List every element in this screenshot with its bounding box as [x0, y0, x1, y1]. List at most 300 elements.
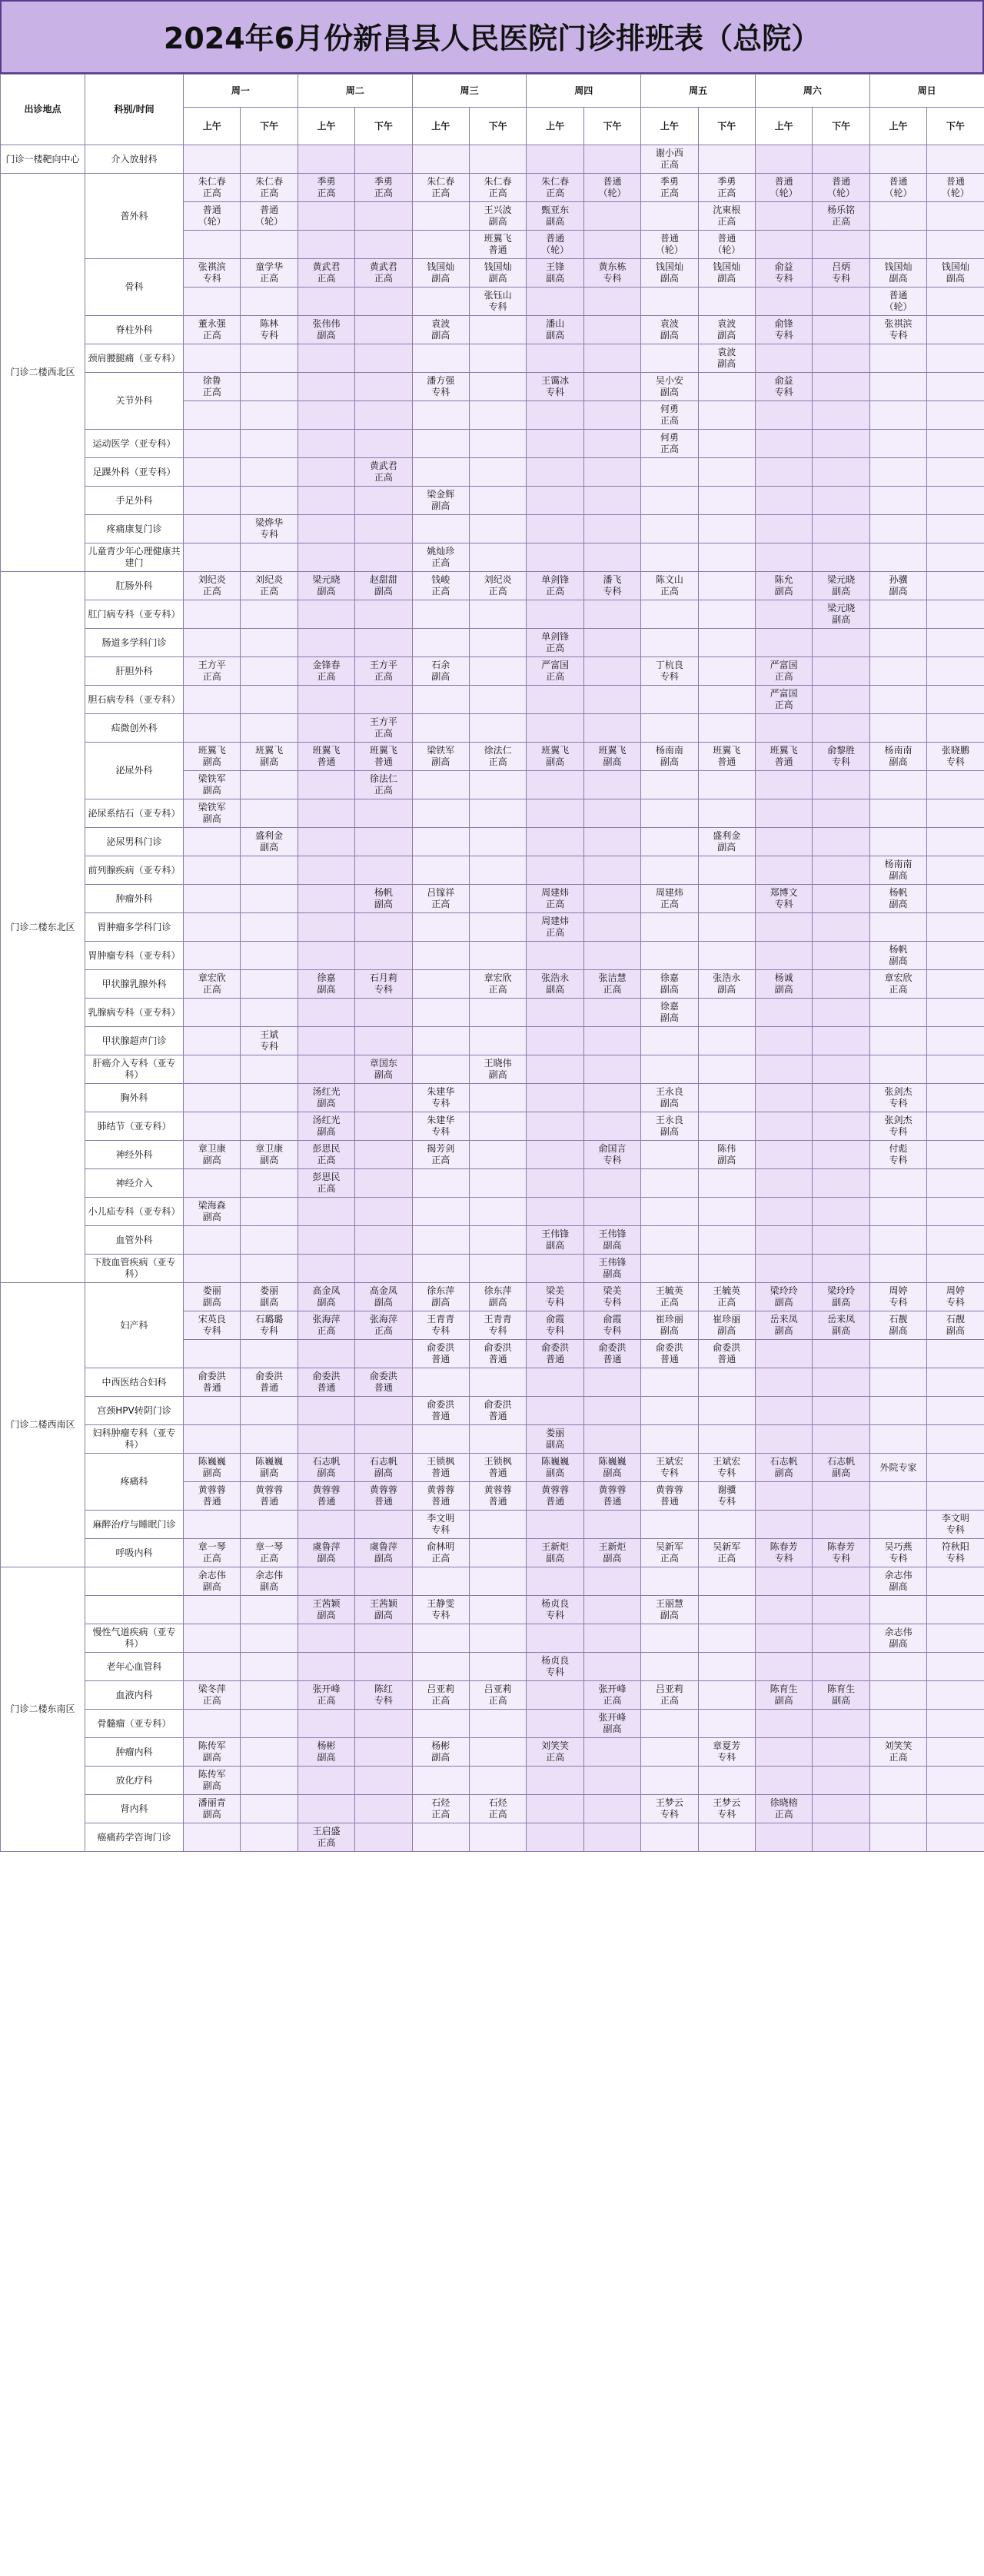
doctor-name: 王霭冰	[541, 375, 570, 386]
slot-pm	[927, 1539, 984, 1567]
slot-pm	[583, 373, 640, 401]
schedule-row	[1, 1539, 984, 1567]
slot-pm	[583, 572, 640, 600]
slot-pm	[241, 657, 298, 686]
doctor-title: 副高	[603, 1723, 622, 1734]
doctor-title: 副高	[889, 956, 908, 966]
slot-pm	[241, 401, 298, 430]
slot-pm	[813, 771, 869, 799]
slot-pm	[927, 1141, 984, 1169]
doctor-title: 专科	[202, 273, 221, 284]
schedule-row	[1, 344, 984, 373]
doctor-name: 班翼飞	[598, 745, 627, 756]
doctor-name: 王斌	[260, 1029, 279, 1040]
slot-pm	[813, 1141, 869, 1169]
doctor-name: 杨贞良	[541, 1655, 570, 1666]
slot-pm	[355, 1368, 412, 1397]
doctor-title: 正高	[660, 586, 679, 597]
slot-pm	[355, 430, 412, 458]
header-dept-time: 科别/时间	[85, 75, 184, 145]
doctor-name: 崔珍丽	[713, 1314, 741, 1325]
schedule-row	[1, 999, 984, 1027]
doctor-name: 陈传军	[198, 1740, 226, 1751]
doctor-title: 副高	[774, 1695, 793, 1706]
slot-am	[755, 373, 812, 401]
doctor-title: 副高	[317, 1553, 336, 1564]
slot-am	[641, 1454, 698, 1482]
schedule-row	[1, 1624, 984, 1653]
schedule-row	[1, 1454, 984, 1482]
slot-am	[527, 1255, 583, 1283]
slot-pm	[583, 316, 640, 344]
slot-am	[755, 771, 812, 799]
doctor-name: 胸外科	[120, 1092, 148, 1103]
doctor-name: 吕镓祥	[427, 887, 455, 898]
doctor-name: 俞委洪	[541, 1342, 570, 1353]
doctor-name: 普通	[889, 176, 908, 187]
slot-am	[527, 771, 583, 799]
slot-pm	[583, 1141, 640, 1169]
doctor-title: （亚专科）	[134, 352, 181, 364]
doctor-name: 吴新军	[713, 1541, 741, 1552]
slot-am	[527, 259, 583, 288]
slot-am	[527, 1454, 583, 1482]
doctor-title: 副高	[202, 756, 221, 767]
doctor-name: 门诊一楼靶向中心	[5, 153, 80, 165]
doctor-title: 正高	[431, 899, 450, 909]
slot-am	[184, 145, 241, 174]
doctor-name: 黄蓉蓉	[655, 1484, 683, 1495]
doctor-title: 副高	[546, 216, 565, 227]
slot-am	[184, 743, 241, 771]
doctor-title: 副高	[603, 1553, 622, 1564]
doctor-name: 甲状腺超声门诊	[101, 1035, 167, 1046]
slot-pm	[241, 1169, 298, 1198]
slot-am	[641, 1027, 698, 1055]
slot-pm	[698, 202, 755, 231]
slot-pm	[813, 1226, 869, 1255]
slot-pm	[241, 1653, 298, 1681]
doctor-name: 梁美	[603, 1285, 622, 1296]
doctor-name: 妇产科	[120, 1319, 148, 1331]
doctor-title: 正高	[660, 899, 679, 909]
doctor-name: 张祺滨	[198, 261, 226, 272]
slot-pm	[583, 1653, 640, 1681]
doctor-name: 张浩永	[713, 972, 741, 983]
slot-am	[298, 1795, 354, 1823]
slot-pm	[813, 970, 869, 999]
header-pm: 下午	[698, 108, 755, 145]
department-cell	[85, 572, 184, 600]
slot-am	[527, 1823, 583, 1852]
slot-am	[641, 828, 698, 856]
doctor-name: 俞委洪	[598, 1342, 627, 1353]
doctor-title: 正高	[546, 899, 565, 909]
doctor-title: 副高	[260, 1155, 279, 1165]
doctor-name: 梁铁军	[427, 745, 455, 756]
slot-am	[412, 771, 469, 799]
slot-pm	[355, 1198, 412, 1226]
schedule-row	[1, 856, 984, 885]
department-cell	[85, 1368, 184, 1397]
doctor-title: 正高	[660, 188, 679, 198]
slot-pm	[813, 856, 869, 885]
doctor-title: 副高	[260, 1297, 279, 1308]
slot-am	[641, 1624, 698, 1653]
doctor-name: 杨乐铭	[827, 204, 856, 215]
slot-am	[755, 657, 812, 686]
slot-am	[298, 1055, 354, 1084]
doctor-name: 王新炬	[598, 1541, 627, 1552]
doctor-name: 甄亚东	[541, 204, 570, 215]
header-pm: 下午	[927, 108, 984, 145]
slot-pm	[241, 1084, 298, 1112]
doctor-name: 张伟伟	[312, 318, 341, 329]
header-am: 上午	[184, 108, 241, 145]
slot-pm	[469, 686, 526, 714]
doctor-title: 正高	[317, 188, 336, 198]
slot-am	[412, 1710, 469, 1738]
slot-am	[869, 401, 926, 430]
doctor-name: 普通	[546, 233, 565, 244]
doctor-title: 副高	[202, 1155, 221, 1165]
doctor-name: 班翼飞	[541, 745, 570, 756]
doctor-title: 副高	[717, 273, 736, 284]
slot-pm	[583, 1624, 640, 1653]
slot-pm	[583, 629, 640, 657]
slot-pm	[927, 1482, 984, 1511]
doctor-name: 王梦云	[713, 1797, 741, 1808]
slot-am	[527, 942, 583, 970]
doctor-name: 俞委洪	[484, 1342, 512, 1353]
slot-pm	[469, 1084, 526, 1112]
slot-pm	[813, 572, 869, 600]
doctor-name: 陈春芳	[827, 1541, 856, 1552]
slot-pm	[355, 259, 412, 288]
doctor-title: 副高	[832, 614, 851, 625]
slot-pm	[813, 1710, 869, 1738]
slot-pm	[813, 344, 869, 373]
slot-am	[184, 970, 241, 999]
slot-pm	[698, 543, 755, 572]
doctor-title: 正高	[317, 1695, 336, 1706]
slot-am	[755, 942, 812, 970]
slot-pm	[813, 686, 869, 714]
slot-pm	[927, 999, 984, 1027]
slot-am	[412, 1055, 469, 1084]
doctor-name: 杨彬	[431, 1740, 450, 1751]
doctor-title: 副高	[317, 330, 336, 341]
doctor-name: 徐法仁	[484, 745, 512, 756]
department-cell	[85, 487, 184, 515]
slot-pm	[469, 1823, 526, 1852]
slot-am	[184, 913, 241, 942]
slot-am	[869, 1340, 926, 1368]
doctor-name: 班翼飞	[770, 745, 798, 756]
doctor-title: 副高	[717, 842, 736, 853]
doctor-title: 副高	[660, 756, 679, 767]
doctor-name: 陈允	[774, 574, 793, 585]
doctor-name: 石志帆	[312, 1456, 341, 1467]
doctor-title: 正高	[317, 273, 336, 284]
slot-am	[527, 856, 583, 885]
slot-pm	[927, 202, 984, 231]
slot-pm	[469, 1368, 526, 1397]
doctor-title: （轮）	[655, 244, 683, 255]
slot-am	[527, 629, 583, 657]
doctor-name: 普通	[603, 176, 622, 187]
slot-pm	[698, 487, 755, 515]
slot-pm	[813, 885, 869, 913]
slot-am	[755, 913, 812, 942]
doctor-name: 吕亚莉	[655, 1684, 683, 1694]
department-cell	[85, 1511, 184, 1539]
doctor-name: 陈林	[260, 318, 279, 329]
slot-pm	[698, 1397, 755, 1425]
header-am: 上午	[412, 108, 469, 145]
doctor-name: 介入放射科	[111, 153, 158, 165]
slot-am	[298, 288, 354, 316]
doctor-title: 普通	[488, 1467, 507, 1478]
slot-am	[184, 1624, 241, 1653]
doctor-name: 金锋春	[312, 660, 341, 670]
slot-pm	[355, 1681, 412, 1710]
doctor-name: 梁烨华	[255, 517, 284, 528]
slot-am	[641, 714, 698, 743]
slot-am	[641, 1511, 698, 1539]
doctor-name: 潘方强	[427, 375, 455, 386]
slot-am	[527, 288, 583, 316]
doctor-name: 陈传军	[198, 1769, 226, 1780]
slot-am	[298, 430, 354, 458]
doctor-title: 专科	[889, 1155, 908, 1165]
slot-am	[298, 1425, 354, 1454]
doctor-name: 钱国灿	[484, 261, 512, 272]
slot-am	[298, 174, 354, 202]
doctor-title: 正高	[431, 1695, 450, 1706]
slot-pm	[355, 373, 412, 401]
slot-am	[184, 1226, 241, 1255]
slot-am	[527, 799, 583, 828]
slot-am	[869, 1397, 926, 1425]
slot-pm	[241, 515, 298, 543]
slot-am	[755, 970, 812, 999]
slot-pm	[355, 145, 412, 174]
slot-am	[298, 743, 354, 771]
slot-pm	[469, 1710, 526, 1738]
doctor-title: （亚专科）	[125, 1428, 176, 1450]
slot-pm	[469, 999, 526, 1027]
schedule-row	[1, 1141, 984, 1169]
slot-pm	[469, 1027, 526, 1055]
doctor-title: （亚专科）	[134, 807, 181, 819]
header-location: 出诊地点	[1, 75, 85, 145]
doctor-title: 副高	[660, 1610, 679, 1620]
slot-pm	[927, 174, 984, 202]
slot-am	[527, 1141, 583, 1169]
doctor-name: 老年心血管科	[106, 1660, 162, 1672]
doctor-title: 副高	[202, 1581, 221, 1592]
doctor-name: 徐鲁	[202, 375, 221, 386]
slot-am	[184, 1084, 241, 1112]
slot-am	[869, 1653, 926, 1681]
slot-am	[184, 1340, 241, 1368]
doctor-title: 副高	[260, 842, 279, 853]
doctor-title: 正高	[717, 188, 736, 198]
slot-am	[641, 543, 698, 572]
slot-am	[184, 1738, 241, 1767]
doctor-name: 班翼飞	[484, 233, 512, 244]
slot-pm	[241, 202, 298, 231]
doctor-name: 徐嘉	[660, 972, 679, 983]
doctor-name: 杨南南	[655, 745, 683, 756]
schedule-row	[1, 970, 984, 999]
doctor-title: 副高	[374, 586, 393, 597]
doctor-name: 朱仁春	[255, 176, 284, 187]
doctor-title: 专科	[889, 1098, 908, 1109]
doctor-title: 正高	[431, 188, 450, 198]
slot-am	[641, 1767, 698, 1795]
doctor-title: 正高	[374, 1325, 393, 1336]
doctor-title: 正高	[546, 586, 565, 597]
slot-pm	[813, 1368, 869, 1397]
slot-pm	[241, 1567, 298, 1596]
doctor-name: 乳腺病专科	[88, 1006, 135, 1018]
slot-pm	[355, 1283, 412, 1311]
slot-am	[641, 913, 698, 942]
doctor-title: （亚专科）	[134, 693, 181, 705]
slot-am	[184, 828, 241, 856]
slot-am	[641, 1710, 698, 1738]
slot-am	[184, 1767, 241, 1795]
doctor-title: 专科	[603, 1325, 622, 1336]
department-cell	[85, 174, 184, 259]
slot-pm	[355, 1823, 412, 1852]
doctor-name: 朱建华	[427, 1086, 455, 1097]
schedule-row	[1, 1710, 984, 1738]
slot-am	[641, 1795, 698, 1823]
schedule-row	[1, 1283, 984, 1311]
doctor-title: 专科	[946, 1297, 965, 1308]
doctor-name: 梁元晓	[827, 574, 856, 585]
slot-am	[412, 1226, 469, 1255]
slot-am	[869, 1482, 926, 1511]
doctor-title: （轮）	[255, 216, 284, 227]
slot-am	[184, 714, 241, 743]
doctor-title: （轮）	[827, 188, 856, 198]
schedule-row	[1, 1198, 984, 1226]
doctor-title: 副高	[260, 1581, 279, 1592]
slot-pm	[355, 743, 412, 771]
doctor-name: 石月莉	[369, 972, 397, 983]
slot-am	[298, 202, 354, 231]
department-cell	[85, 1198, 184, 1226]
doctor-name: 虞鲁萍	[369, 1541, 397, 1552]
doctor-title: 普通	[488, 1496, 507, 1507]
doctor-title: 正高	[431, 586, 450, 597]
doctor-name: 彭思民	[312, 1143, 341, 1154]
doctor-name: 石志帆	[827, 1456, 856, 1467]
slot-am	[298, 1368, 354, 1397]
doctor-title: 副高	[774, 1325, 793, 1336]
slot-am	[298, 1112, 354, 1141]
doctor-name: 郑博文	[770, 887, 798, 898]
doctor-name: 周婷	[946, 1285, 965, 1296]
doctor-name: 徐嘉	[660, 1001, 679, 1012]
slot-am	[298, 1255, 354, 1283]
slot-pm	[241, 373, 298, 401]
department-cell	[85, 515, 184, 543]
doctor-title: 正高	[202, 1695, 221, 1706]
department-cell	[85, 1710, 184, 1738]
slot-am	[298, 1539, 354, 1567]
doctor-name: 孙骥	[889, 574, 908, 585]
slot-am	[755, 1539, 812, 1567]
doctor-name: 普通	[202, 204, 221, 215]
doctor-name: 严富国	[770, 688, 798, 699]
slot-am	[755, 1055, 812, 1084]
slot-am	[184, 316, 241, 344]
slot-am	[412, 1738, 469, 1767]
slot-pm	[813, 487, 869, 515]
slot-am	[184, 799, 241, 828]
doctor-title: 正高	[260, 273, 279, 284]
doctor-title: 正高	[717, 1297, 736, 1308]
doctor-title: 专科	[431, 1126, 450, 1137]
doctor-name: 钱国灿	[655, 261, 683, 272]
doctor-name: 肝癌介入专科	[92, 1058, 148, 1069]
doctor-name: 章夏芳	[713, 1740, 741, 1751]
doctor-name: 关节外科	[115, 395, 153, 406]
slot-am	[184, 231, 241, 259]
slot-am	[298, 1340, 354, 1368]
slot-am	[641, 799, 698, 828]
doctor-title: 副高	[374, 1297, 393, 1308]
slot-am	[869, 1226, 926, 1255]
slot-pm	[927, 572, 984, 600]
schedule-row	[1, 174, 984, 202]
doctor-name: 岳来凤	[827, 1314, 856, 1325]
doctor-name: 手足外科	[115, 494, 153, 506]
slot-am	[527, 1198, 583, 1226]
slot-am	[412, 828, 469, 856]
slot-pm	[583, 1340, 640, 1368]
doctor-title: 副高	[488, 273, 507, 284]
doctor-title: 副高	[202, 1212, 221, 1222]
slot-am	[755, 1368, 812, 1397]
slot-am	[298, 1681, 354, 1710]
doctor-name: 梁元晓	[312, 574, 341, 585]
doctor-title: 普通	[488, 1411, 507, 1421]
slot-am	[755, 1823, 812, 1852]
slot-am	[755, 1226, 812, 1255]
schedule-row	[1, 942, 984, 970]
slot-pm	[469, 572, 526, 600]
slot-am	[184, 487, 241, 515]
slot-pm	[698, 373, 755, 401]
slot-pm	[241, 1397, 298, 1425]
slot-pm	[813, 288, 869, 316]
department-cell	[85, 1624, 184, 1653]
slot-pm	[927, 799, 984, 828]
slot-pm	[241, 1738, 298, 1767]
doctor-name: 肠道多学科门诊	[101, 637, 167, 648]
slot-pm	[469, 344, 526, 373]
slot-am	[412, 401, 469, 430]
slot-am	[527, 1283, 583, 1311]
doctor-name: 石璐璐	[255, 1314, 284, 1325]
doctor-name: 脊柱外科	[115, 324, 153, 335]
